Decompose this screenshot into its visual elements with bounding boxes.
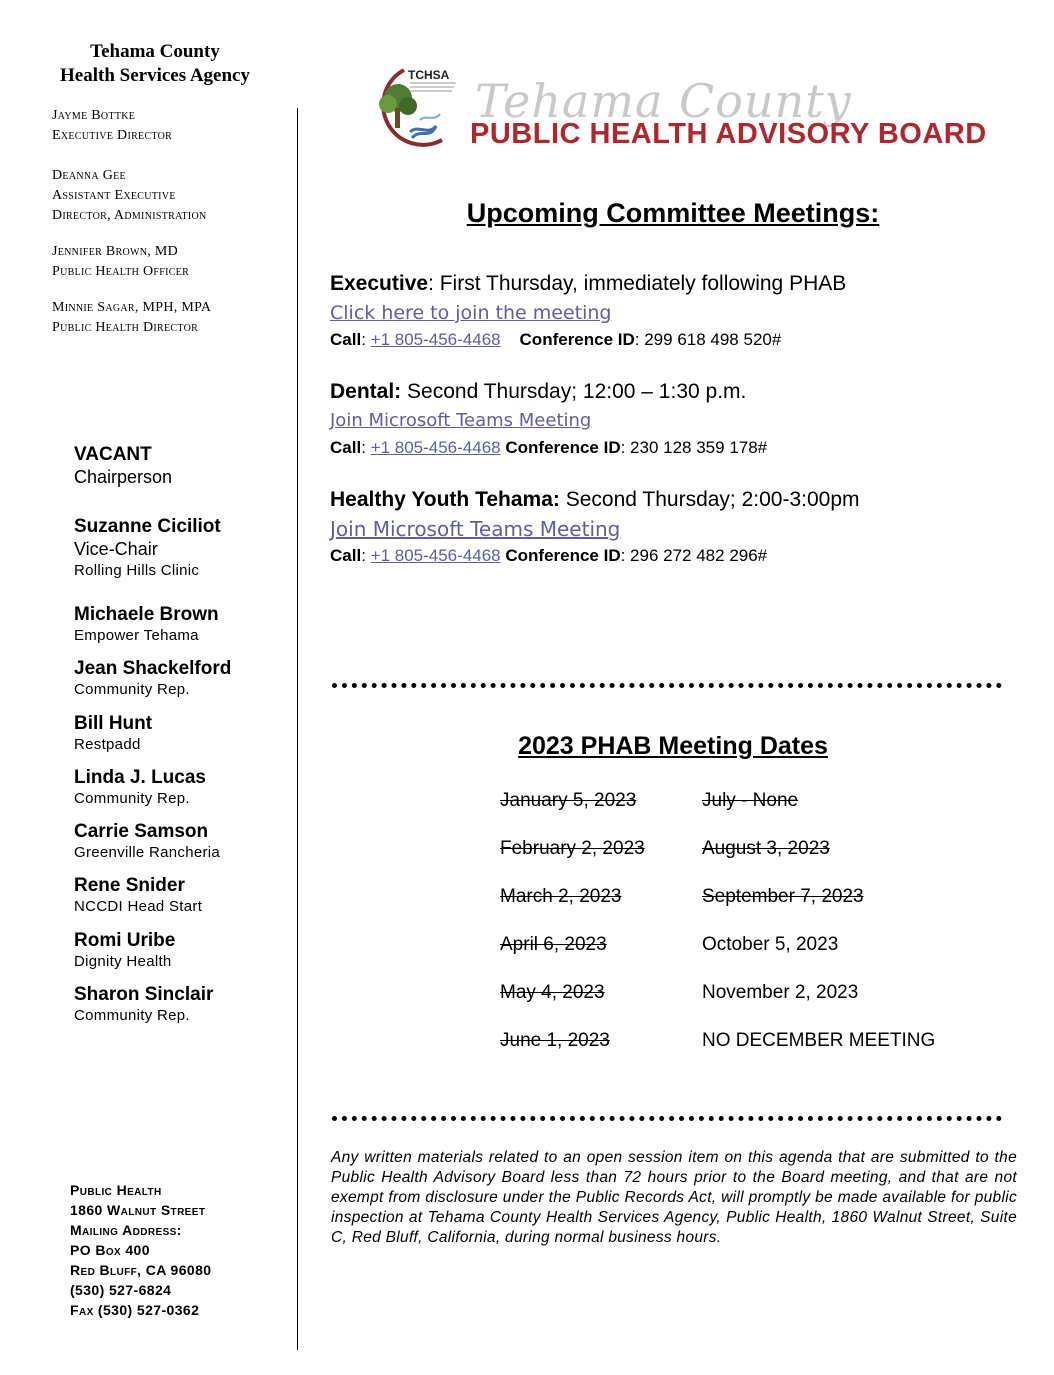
logo-acronym: TCHSA xyxy=(408,68,450,82)
call-label: Call xyxy=(330,438,362,457)
phone-number: (530) 527-6824 xyxy=(70,1282,172,1298)
conference-id-label: Conference ID xyxy=(519,330,635,349)
committee-name: Healthy Youth Tehama: xyxy=(330,488,560,511)
meeting-date: August 3, 2023 xyxy=(702,838,830,859)
meeting-date: April 6, 2023 xyxy=(500,934,607,955)
committee-schedule: : First Thursday, immediately following PHAB xyxy=(428,272,847,295)
member-org: Greenville Rancheria xyxy=(74,844,221,861)
staff-name: Jayme Bottke xyxy=(52,108,136,123)
meeting-date: June 1, 2023 xyxy=(500,1030,610,1051)
meeting-date: November 2, 2023 xyxy=(702,982,859,1003)
committee-schedule: Second Thursday; 2:00-3:00pm xyxy=(559,488,860,511)
staff-entry-assistant-director xyxy=(52,166,292,226)
member-entry xyxy=(74,766,289,809)
committee-executive: Executive: First Thursday, immediately following PHAB Click here to join the meeting Call: +1 805-456-4468 Conference ID: 299 618 498 520# xyxy=(330,272,847,349)
staff-title: Public Health Director xyxy=(52,320,199,335)
meeting-date: February 2, 2023 xyxy=(500,838,645,859)
logo-board-text: PUBLIC HEALTH ADVISORY BOARD xyxy=(470,118,987,150)
meeting-date: September 7, 2023 xyxy=(702,886,864,907)
phone-link[interactable]: +1 805-456-4468 xyxy=(370,438,501,457)
member-entry xyxy=(74,443,289,489)
committee-name: Executive xyxy=(330,272,429,295)
tchsa-logo xyxy=(368,62,468,152)
agency-title xyxy=(40,40,270,88)
committee-meetings-heading: Upcoming Committee Meetings: xyxy=(466,198,880,228)
staff-title: Executive Director xyxy=(52,128,173,143)
committee-name: Dental: xyxy=(330,380,402,403)
member-org: Community Rep. xyxy=(74,1007,190,1024)
member-role: Vice-Chair xyxy=(74,539,158,559)
agency-title-line1: Tehama County xyxy=(90,41,220,62)
meeting-date: May 4, 2023 xyxy=(500,982,605,1003)
member-name: Linda J. Lucas xyxy=(74,767,206,788)
conference-id-label: Conference ID xyxy=(505,546,621,565)
meeting-date: January 5, 2023 xyxy=(500,790,637,811)
conference-id-value: : 230 128 359 178# xyxy=(620,438,768,457)
member-entry xyxy=(74,983,289,1026)
member-org: Restpadd xyxy=(74,736,141,753)
conference-id-value: : 296 272 482 296# xyxy=(620,546,768,565)
member-name: Romi Uribe xyxy=(74,930,176,951)
meeting-date: July - None xyxy=(702,790,799,811)
address-line: PO Box 400 xyxy=(70,1242,150,1258)
sidebar-divider xyxy=(297,108,298,1350)
staff-name: Minnie Sagar, MPH, MPA xyxy=(52,300,212,315)
staff-title: Assistant Executive xyxy=(52,188,176,203)
member-org: Rolling Hills Clinic xyxy=(74,562,200,579)
member-entry xyxy=(74,929,289,972)
staff-entry-health-director xyxy=(52,298,292,338)
member-entry xyxy=(74,603,289,646)
address-line: Public Health xyxy=(70,1182,162,1198)
member-entry xyxy=(74,874,289,917)
meeting-dates-title: 2023 PHAB Meeting Dates xyxy=(518,732,828,760)
meeting-date: NO DECEMBER MEETING xyxy=(702,1030,936,1051)
member-name: VACANT xyxy=(74,444,152,465)
member-name: Bill Hunt xyxy=(74,713,153,734)
address-line: Red Bluff, CA 96080 xyxy=(70,1262,212,1278)
staff-entry-health-officer xyxy=(52,242,292,282)
staff-title: Director, Administration xyxy=(52,208,207,223)
member-entry xyxy=(74,657,289,700)
staff-title: Public Health Officer xyxy=(52,264,190,279)
dotted-divider xyxy=(332,1116,1002,1121)
member-entry xyxy=(74,712,289,755)
member-role: Chairperson xyxy=(74,467,173,487)
dotted-divider xyxy=(332,683,1002,688)
staff-name: Jennifer Brown, MD xyxy=(52,244,179,259)
member-org: Empower Tehama xyxy=(74,627,199,644)
committee-dental: Dental: Second Thursday; 12:00 – 1:30 p.m. Join Microsoft Teams Meeting Call: +1 805-456-4468 Conference ID: 230 128 359 178# xyxy=(330,380,768,457)
member-org: Dignity Health xyxy=(74,953,172,970)
meeting-date: October 5, 2023 xyxy=(702,934,839,955)
address-line: Mailing Address: xyxy=(70,1222,182,1238)
staff-entry-executive-director xyxy=(52,106,292,146)
join-meeting-link[interactable]: Click here to join the meeting xyxy=(330,302,612,324)
meeting-date: March 2, 2023 xyxy=(500,886,622,907)
member-entry xyxy=(74,515,289,581)
phone-link[interactable]: +1 805-456-4468 xyxy=(370,330,501,349)
contact-address xyxy=(70,1180,300,1320)
agency-title-line2: Health Services Agency xyxy=(60,65,250,86)
public-records-notice: Any written materials related to an open session item on this agenda that are submitted to the Public Health Advisory Board less than 72 hours prior to the Board meeting, and that are not exempt from disclosure under the Public Records Act, will promptly be made available for public inspection at Tehama County Health Services Agency, Public Health, 1860 Walnut Street, Suite C, Red Bluff, California, during normal business hours. xyxy=(331,1149,1017,1246)
conference-id-label: Conference ID xyxy=(505,438,621,457)
committee-healthy-youth-tehama: Healthy Youth Tehama: Second Thursday; 2:00-3:00pm Join Microsoft Teams Meeting Call: +1 805-456-4468 Conference ID: 296 272 482 296# xyxy=(330,488,860,565)
logo-script-text: Tehama County xyxy=(475,74,852,128)
member-name: Suzanne Ciciliot xyxy=(74,516,221,537)
member-org: Community Rep. xyxy=(74,790,190,807)
phone-link[interactable]: +1 805-456-4468 xyxy=(370,546,501,565)
member-name: Rene Snider xyxy=(74,875,185,896)
tchsa-emblem-icon xyxy=(368,62,468,152)
member-name: Sharon Sinclair xyxy=(74,984,214,1005)
conference-id-value: : 299 618 498 520# xyxy=(634,330,782,349)
address-line: 1860 Walnut Street xyxy=(70,1202,206,1218)
member-org: Community Rep. xyxy=(74,681,190,698)
member-name: Michaele Brown xyxy=(74,604,219,625)
member-org: NCCDI Head Start xyxy=(74,898,203,915)
fax-number: Fax (530) 527-0362 xyxy=(70,1302,200,1318)
committee-schedule: Second Thursday; 12:00 – 1:30 p.m. xyxy=(401,380,747,403)
join-meeting-link[interactable]: Join Microsoft Teams Meeting xyxy=(330,410,592,431)
member-name: Carrie Samson xyxy=(74,821,209,842)
staff-name: Deanna Gee xyxy=(52,168,126,183)
call-label: Call xyxy=(330,546,362,565)
join-meeting-link[interactable]: Join Microsoft Teams Meeting xyxy=(330,517,621,541)
member-name: Jean Shackelford xyxy=(74,658,232,679)
member-entry xyxy=(74,820,289,863)
call-label: Call xyxy=(330,330,362,349)
